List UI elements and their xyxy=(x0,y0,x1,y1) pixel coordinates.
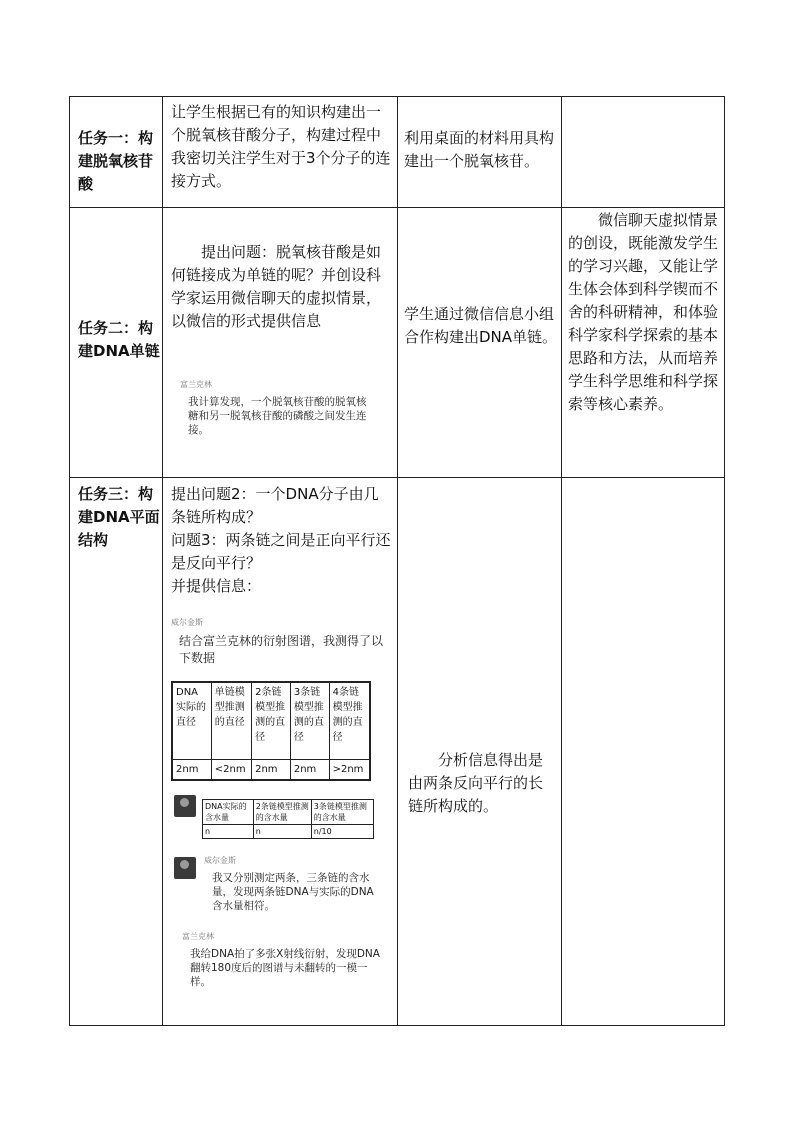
diameter-data-table xyxy=(171,681,371,781)
task2-design-intent: 微信聊天虚拟情景的创设，既能激发学生的学习兴趣，又能让学生体会体到科学锲而不舍的科研精神，和体验科学家科学探索的基本思路和方法，从而培养学生科学思维和科学探索等核心素养。 xyxy=(568,211,719,413)
wechat-message-franklin-1 xyxy=(180,379,370,437)
table-row xyxy=(203,800,374,825)
task1-label: 任务一：构建脱氧核苷酸 xyxy=(78,129,154,193)
table-header-cell: 单链模型推测的直径 xyxy=(211,682,251,760)
table-cell: <2nm xyxy=(211,760,251,781)
chat-message-text: 我给DNA拍了多张X射线衍射，发现DNA翻转180度后的图谱与未翻转的一模一样。 xyxy=(190,948,380,988)
chat-sender-name: 富兰克林 xyxy=(182,932,214,941)
col-divider-2 xyxy=(397,97,398,1025)
task3-student-activity: 分析信息得出是由两条反向平行的长链所构成的。 xyxy=(408,751,544,815)
task3-question-2: 提出问题2：一个DNA分子由几条链所构成？ xyxy=(171,485,379,526)
chat-message-text: 我计算发现，一个脱氧核苷酸的脱氧核糖和另一脱氧核苷酸的磷酸之间发生连接。 xyxy=(188,396,367,436)
task3-question-3: 问题3：两条链之间是正向平行还是反向平行？ xyxy=(171,531,391,572)
table-cell: >2nm xyxy=(329,760,370,781)
table-header-cell: 3条链模型推测的含水量 xyxy=(311,800,373,825)
chat-message-text: 结合富兰克林的衍射图谱，我测得了以下数据 xyxy=(179,634,384,665)
chat-sender-name: 富兰克林 xyxy=(180,380,212,389)
table-header-cell: DNA实际的含水量 xyxy=(203,800,254,825)
table-header-cell: DNA实际的直径 xyxy=(172,682,211,760)
task1-teacher-activity: 让学生根据已有的知识构建出一个脱氧核苷酸分子，构建过程中我密切关注学生对于3个分子的连接方式。 xyxy=(171,103,391,190)
wechat-message-wilkins-1 xyxy=(171,617,391,667)
chat-message-text: 我又分别测定两条，三条链的含水量，发现两条链DNA与实际的DNA含水量相符。 xyxy=(212,872,374,912)
chat-sender-name: 威尔金斯 xyxy=(171,618,203,627)
table-cell: 2nm xyxy=(172,760,211,781)
col-divider-3 xyxy=(561,97,562,1025)
avatar xyxy=(174,857,196,879)
table-cell: n xyxy=(253,825,311,839)
table-cell: n xyxy=(203,825,254,839)
table-header-cell: 4条链模型推测的直径 xyxy=(329,682,370,760)
water-content-data-table xyxy=(202,799,374,839)
wechat-message-franklin-2 xyxy=(182,931,382,989)
task3-teacher-activity xyxy=(171,483,393,598)
task2-student-activity: 学生通过微信信息小组合作构建出DNA单链。 xyxy=(404,305,558,346)
task3-info-intro: 并提供信息： xyxy=(171,577,262,595)
avatar xyxy=(174,795,196,817)
table-header-cell: 2条链模型推测的含水量 xyxy=(253,800,311,825)
row-divider-2 xyxy=(70,477,724,478)
table-cell: 2nm xyxy=(252,760,291,781)
table-row xyxy=(203,825,374,839)
table-cell: 2nm xyxy=(290,760,329,781)
task3-label: 任务三：构建DNA平面结构 xyxy=(78,485,160,549)
wechat-message-wilkins-2 xyxy=(204,855,384,913)
row-divider-1 xyxy=(70,207,724,208)
table-row xyxy=(172,760,370,781)
table-cell: n/10 xyxy=(311,825,373,839)
task2-teacher-activity: 提出问题：脱氧核苷酸是如何链接成为单链的呢？并创设科学家运用微信聊天的虚拟情景，以微信的形式提供信息 xyxy=(171,243,382,330)
table-header-cell: 3条链模型推测的直径 xyxy=(290,682,329,760)
task2-label: 任务二：构建DNA单链 xyxy=(78,319,160,360)
col-divider-1 xyxy=(162,97,163,1025)
table-row xyxy=(172,682,370,760)
chat-sender-name: 威尔金斯 xyxy=(204,856,236,865)
lesson-table xyxy=(69,96,725,1026)
table-header-cell: 2条链模型推测的直径 xyxy=(252,682,291,760)
task1-student-activity: 利用桌面的材料用具构建出一个脱氧核苷。 xyxy=(404,129,555,170)
